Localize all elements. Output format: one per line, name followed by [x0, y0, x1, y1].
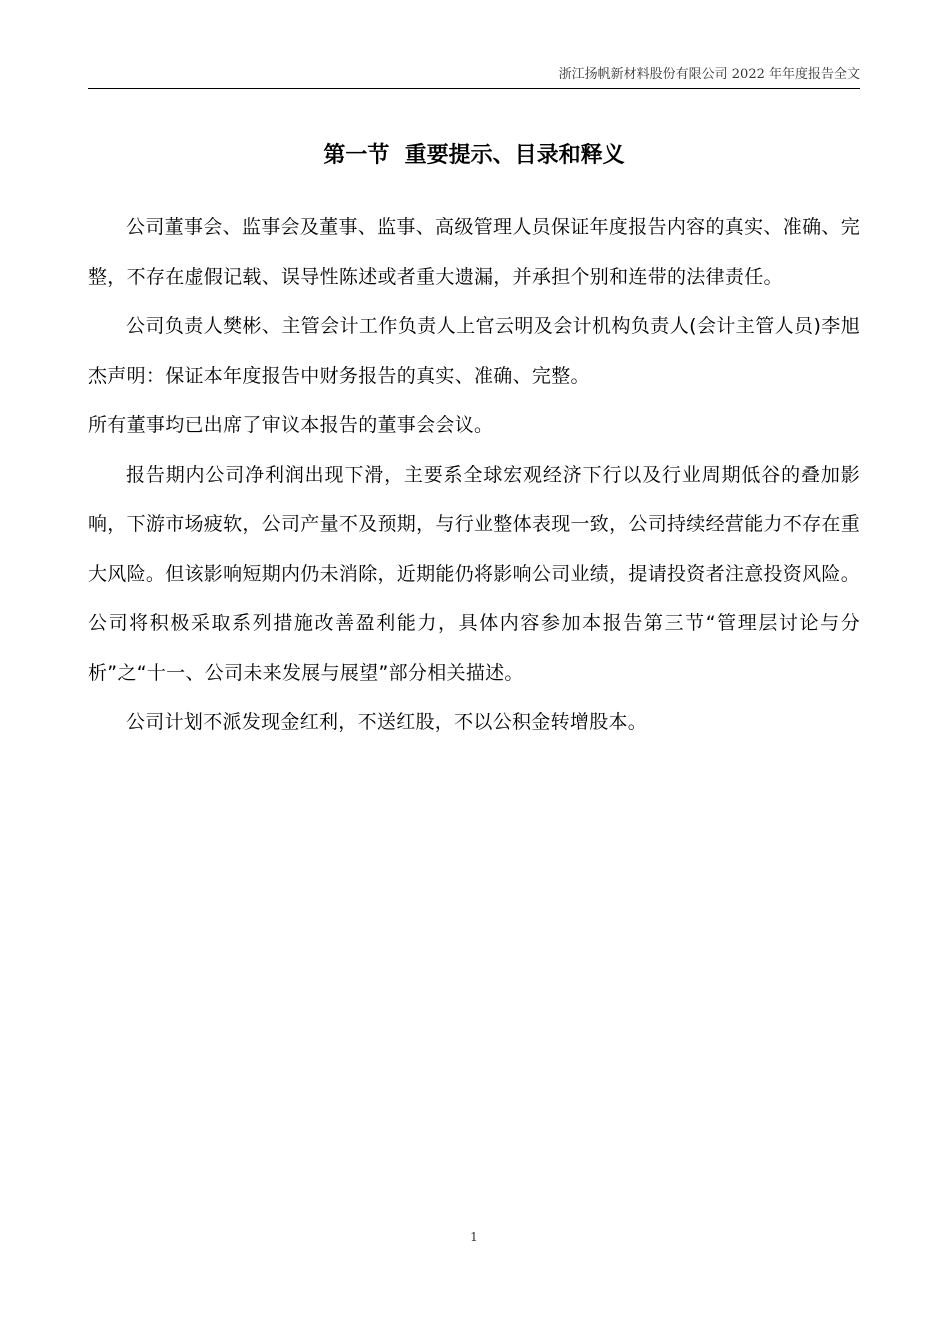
- paragraph-responsibility-statement: 公司董事会、监事会及董事、监事、高级管理人员保证年度报告内容的真实、准确、完整，不存在虚假记载、误导性陈述或者重大遗漏，并承担个别和连带的法律责任。: [88, 216, 860, 288]
- paragraph-risk-notice: 报告期内公司净利润出现下滑，主要系全球宏观经济下行以及行业周期低谷的叠加影响，下游市场疲软，公司产量不及预期，与行业整体表现一致，公司持续经营能力不存在重大风险。但该影响短期内仍未消除，近期能仍将影响公司业绩，提请投资者注意投资风险。公司将积极采取系列措施改善盈利能力，具体内容参加本报告第三节“管理层讨论与分析”之“十一、公司未来发展与展望”部分相关描述。: [88, 463, 861, 684]
- paragraph-officer-declaration: 公司负责人樊彬、主管会计工作负责人上官云明及会计机构负责人(会计主管人员)李旭杰声明：保证本年度报告中财务报告的真实、准确、完整。: [88, 315, 860, 387]
- paragraph-board-attendance: 所有董事均已出席了审议本报告的董事会会议。: [88, 414, 494, 436]
- paragraph-dividend-plan: 公司计划不派发现金红利，不送红股，不以公积金转增股本。: [126, 711, 648, 733]
- running-header: 浙江扬帆新材料股份有限公司 2022 年年度报告全文: [558, 67, 860, 82]
- body-text: [88, 203, 860, 748]
- page-number: 1: [470, 1230, 478, 1244]
- header-rule: [88, 88, 860, 89]
- section-title: 第一节 重要提示、目录和释义: [323, 143, 625, 168]
